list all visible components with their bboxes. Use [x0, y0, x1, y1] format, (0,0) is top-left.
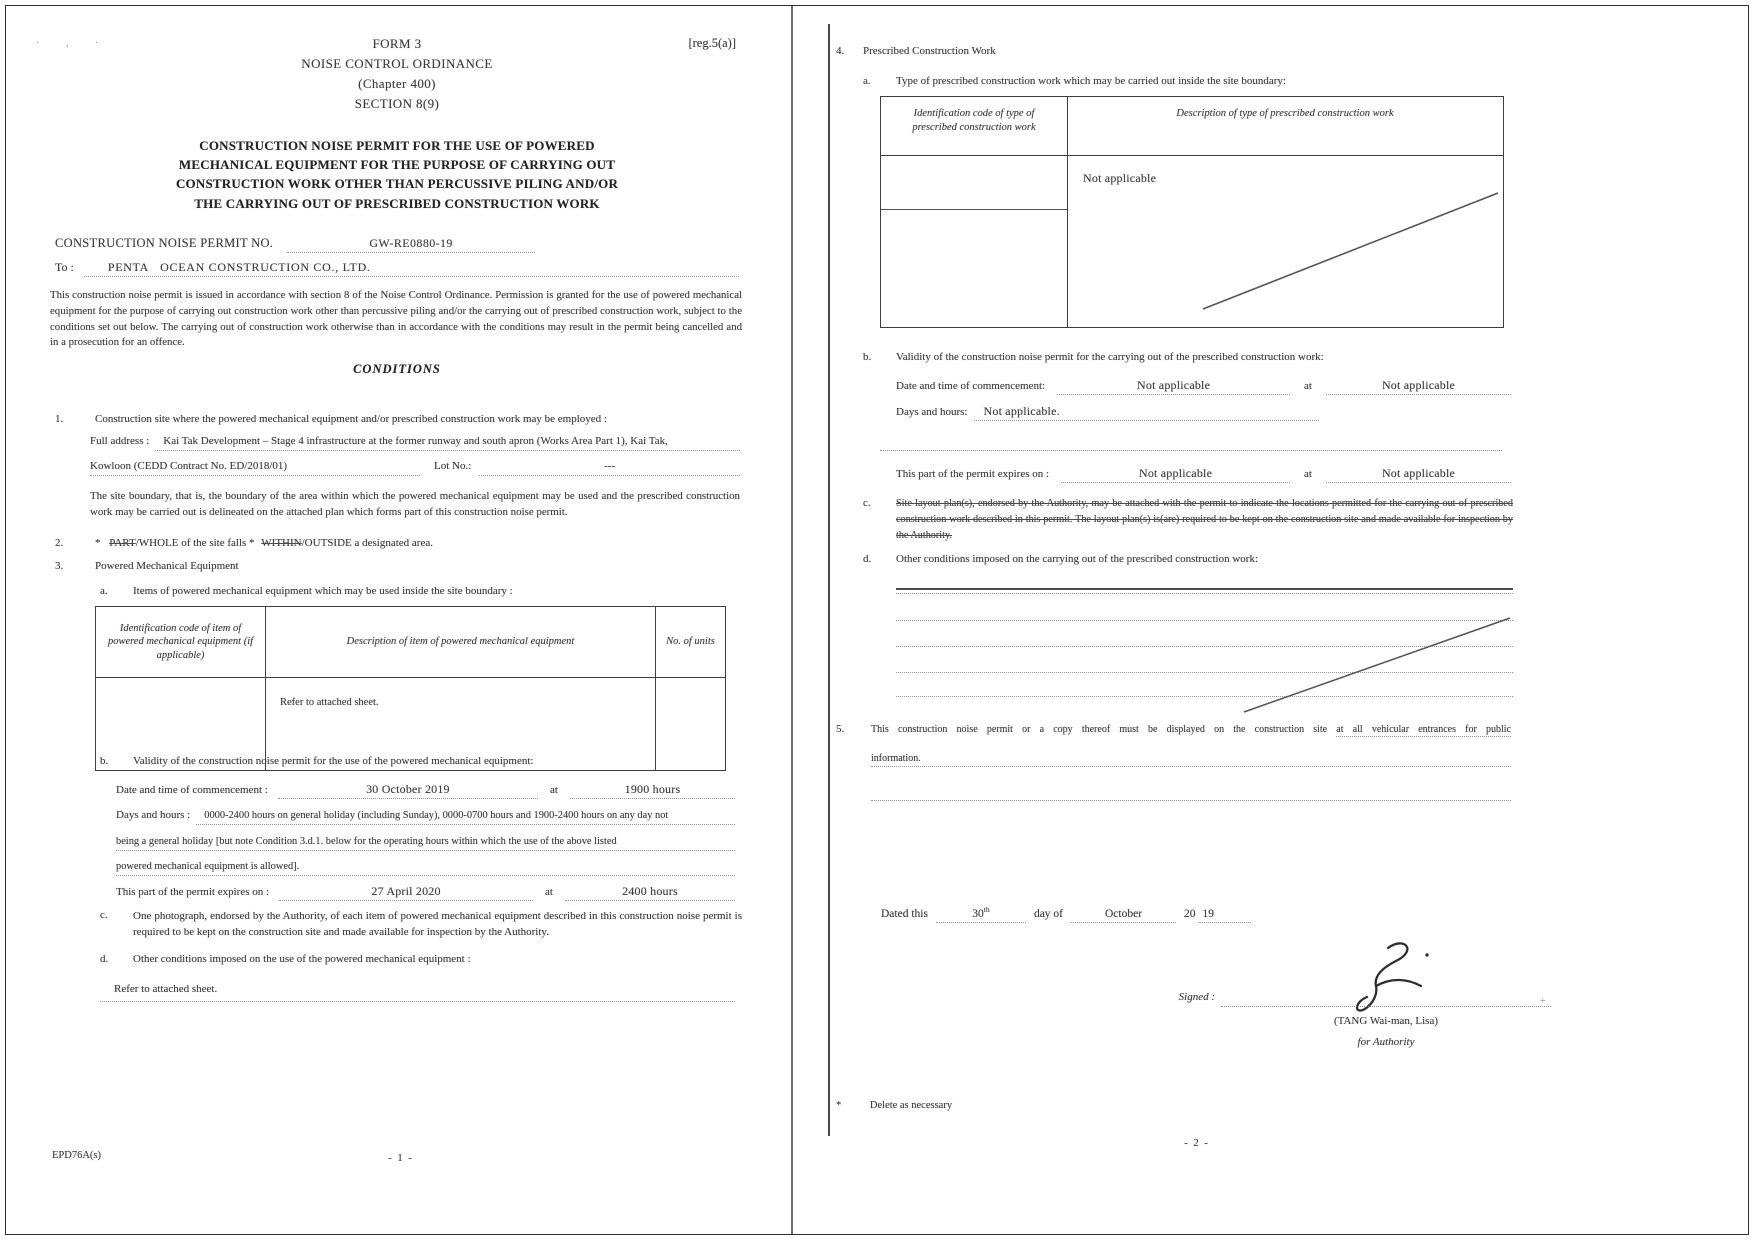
condition-2-number: 2. — [55, 537, 64, 549]
condition-2-text — [95, 536, 742, 552]
condition-3a-label: a. — [100, 585, 108, 597]
permit-number-label: CONSTRUCTION NOISE PERMIT NO. — [55, 236, 274, 250]
permit-number-value: GW-RE0880-19 — [287, 236, 535, 253]
footnote-asterisk: * — [836, 1100, 842, 1111]
chapter: (Chapter 400) — [358, 76, 436, 91]
permit-number-row — [55, 236, 535, 253]
condition-3b-label: b. — [100, 755, 109, 767]
condition-3a-text: Items of powered mechanical equipment which may be used inside the site boundary : — [133, 585, 513, 597]
condition-4b-text: Validity of the construction noise permit for the carrying out of the prescribed construction work: — [896, 351, 1324, 363]
condition-3d-value: Refer to attached sheet. — [100, 978, 735, 1002]
site-boundary-note: The site boundary, that is, the boundary of the area within which the powered mechanical equipment may be used and the prescribed construction work may be carried out is delineated on the attached plan which forms part of this construction noise permit. — [90, 490, 740, 518]
prescribed-work-header-description: Description of type of prescribed construction work — [1176, 108, 1394, 119]
full-address-label: Full address : — [90, 435, 150, 447]
section: SECTION 8(9) — [354, 96, 440, 111]
permit-title — [147, 136, 647, 213]
for-authority-label: for Authority — [1357, 1036, 1415, 1048]
condition-3b-text: Validity of the construction noise permit for the use of the powered mechanical equipment: — [133, 755, 534, 767]
condition-3 — [50, 559, 742, 575]
pcw-commencement-time: Not applicable — [1326, 378, 1511, 395]
pme-expiry-date: 27 April 2020 — [279, 884, 533, 901]
condition-5 — [836, 722, 1516, 801]
pcw-expiry-date: Not applicable — [1061, 466, 1290, 483]
condition-1-number: 1. — [55, 413, 64, 425]
full-address-row — [90, 434, 740, 451]
condition-3-heading: Powered Mechanical Equipment — [95, 560, 239, 572]
condition-1-lead: Construction site where the powered mechanical equipment and/or prescribed construction work may be employed : — [95, 413, 607, 425]
pme-commencement-date: 30 October 2019 — [278, 782, 538, 799]
to-label: To : — [55, 260, 74, 274]
condition-5-line1 — [871, 722, 1511, 738]
permit-title-line4: THE CARRYING OUT OF PRESCRIBED CONSTRUCTION WORK — [194, 195, 600, 211]
reg-reference: [reg.5(a)] — [688, 36, 736, 50]
signature-line — [1221, 1006, 1551, 1007]
prescribed-work-body-value: Not applicable — [1083, 171, 1157, 185]
page-1 — [50, 0, 744, 1240]
dated-day-suffix: th — [983, 905, 990, 914]
table-crossout-slash — [881, 97, 1503, 327]
condition-5-number: 5. — [836, 723, 845, 735]
conditions-heading: CONDITIONS — [353, 362, 441, 376]
dated-day — [936, 902, 1026, 923]
pme-commencement-time: 1900 hours — [570, 782, 735, 799]
full-address-line1: Kai Tak Development – Stage 4 infrastructure at the former runway and south apron (Works Area Part 1), Kai Tak, — [155, 434, 740, 451]
pme-at-label-1: at — [550, 784, 558, 796]
pme-expiry-label: This part of the permit expires on : — [116, 886, 270, 898]
condition-4a-label: a. — [863, 75, 871, 87]
condition-4-heading: Prescribed Construction Work — [863, 45, 996, 57]
address-lot-row — [90, 459, 740, 476]
pcw-at-label-1: at — [1304, 380, 1312, 392]
form-number: FORM 3 — [372, 36, 422, 51]
condition-3d-label: d. — [100, 953, 109, 965]
full-address-line2: Kowloon (CEDD Contract No. ED/2018/01) — [90, 459, 420, 476]
pme-expiry-time: 2400 hours — [565, 884, 735, 901]
condition-4d-blank-lines — [896, 582, 1513, 722]
condition-5-line2: information. — [871, 751, 1511, 768]
pme-days-hours-label: Days and hours : — [116, 809, 191, 821]
pcw-blank-line — [880, 450, 1502, 451]
equipment-table-header-row — [96, 607, 726, 678]
pcw-expiry-time: Not applicable — [1326, 466, 1511, 483]
permit-title-line3: CONSTRUCTION WORK OTHER THAN PERCUSSIVE PILING AND/OR — [175, 176, 619, 192]
pcw-expiry-label: This part of the permit expires on : — [896, 468, 1050, 480]
pcw-expiry-row — [896, 466, 1511, 483]
condition-3c-text: One photograph, endorsed by the Authority, of each item of powered mechanical equipment described in this construction noise permit is required to be kept on the construction site and made available for inspection by the Authority. — [133, 910, 742, 938]
signed-label: Signed : — [1178, 991, 1215, 1003]
condition-2-mid-text: /WHOLE of the site falls * — [135, 537, 255, 549]
condition-1 — [50, 412, 742, 518]
condition-3d — [100, 952, 742, 968]
scan-speck-marks: · , · — [36, 38, 111, 49]
condition-5-line1-text: This construction noise permit or a copy thereof must be displayed on the construction site — [871, 724, 1337, 735]
equipment-table-header-units: No. of units — [656, 607, 726, 678]
condition-4c-label: c. — [863, 497, 871, 509]
condition-5-underlined-phrase: at all vehicular entrances for public — [1336, 724, 1511, 735]
condition-4b-label: b. — [863, 351, 872, 363]
condition-2 — [50, 536, 742, 552]
dated-year: 19 — [1199, 907, 1251, 924]
footnote — [836, 1098, 952, 1114]
condition-3c — [100, 908, 742, 940]
page-1-number: - 1 - — [388, 1152, 412, 1164]
pme-at-label-2: at — [545, 886, 553, 898]
pme-commencement-row — [116, 782, 735, 799]
condition-3c-label: c. — [100, 909, 108, 921]
permittee-row — [55, 260, 739, 277]
signature-mark — [1316, 940, 1456, 1014]
permit-intro-paragraph: This construction noise permit is issued in accordance with section 8 of the Noise Control Ordinance. Permission is granted for the use of powered mechanical equipment for the purpose of carrying out construction work other than percussive piling and/or the carrying out of prescribed construction work, subject to the conditions set out below. The carrying out of construction work otherwise than in accordance with the conditions may result in the permit being cancelled and in a prosecution for an offence. — [50, 289, 742, 349]
dated-row — [881, 902, 1311, 923]
pcw-days-hours-value: Not applicable. — [974, 404, 1319, 421]
form-code: EPD76A(s) — [52, 1150, 101, 1161]
equipment-table-header-description: Description of item of powered mechanical equipment — [266, 607, 656, 678]
condition-4d-text: Other conditions imposed on the carrying out of the prescribed construction work: — [896, 553, 1258, 565]
condition-2-tail-text: /OUTSIDE a designated area. — [301, 537, 433, 549]
delete-as-necessary-asterisk: * — [95, 537, 101, 549]
page-2 — [836, 0, 1516, 1240]
pcw-commencement-date: Not applicable — [1057, 378, 1290, 395]
lot-number-label: Lot No.: — [434, 460, 472, 472]
permittee-name: PENTA OCEAN CONSTRUCTION CO., LTD. — [84, 260, 739, 277]
pme-days-hours-line2: being a general holiday [but note Condition 3.d.1. below for the operating hours within which the use of the above listed — [116, 834, 735, 851]
page-2-number: - 2 - — [1184, 1137, 1208, 1149]
pme-days-hours-line1: 0000-2400 hours on general holiday (including Sunday), 0000-0700 hours and 1900-2400 hours on any day not — [196, 808, 735, 825]
page2-edge-line — [828, 24, 830, 1136]
condition-4d-label: d. — [863, 553, 872, 565]
pme-days-hours-row3 — [116, 859, 735, 876]
prescribed-work-table — [880, 96, 1504, 328]
pme-days-hours-line3: powered mechanical equipment is allowed]. — [116, 859, 735, 876]
condition-4a — [863, 74, 1513, 90]
condition-4b — [863, 350, 1513, 366]
equipment-table-header-id: Identification code of item of powered mechanical equipment (if applicable) — [96, 607, 266, 678]
page-divider-line — [791, 6, 793, 1234]
condition-4 — [836, 44, 1516, 60]
dated-day-of-label: day of — [1033, 907, 1064, 920]
condition-3d-text: Other conditions imposed on the use of the powered mechanical equipment : — [133, 953, 471, 965]
pme-days-hours-row2 — [116, 834, 735, 851]
pme-commencement-label: Date and time of commencement : — [116, 784, 268, 796]
prescribed-work-header-id: Identification code of type of prescribed construction work — [912, 108, 1036, 133]
dated-year-prefix: 20 — [1184, 907, 1196, 920]
condition-4c-struck-text: Site layout plan(s), endorsed by the Authority, may be attached with the permit to indicate the locations permitted for the carrying out of prescribed construction work described in this permit. The layout plan(s) is(are) required to be kept on the construction site and made available for inspection by the Authority. — [896, 498, 1513, 541]
footnote-text: Delete as necessary — [869, 1100, 953, 1111]
dated-month: October — [1071, 907, 1176, 924]
pcw-at-label-2: at — [1304, 468, 1312, 480]
condition-4d — [863, 552, 1513, 568]
pcw-days-hours-row — [896, 404, 1511, 421]
ordinance-title: NOISE CONTROL ORDINANCE — [301, 56, 493, 71]
equipment-table — [95, 606, 726, 771]
dated-label: Dated this — [881, 907, 928, 920]
condition-3-number: 3. — [55, 560, 64, 572]
signatory-name: (TANG Wai-man, Lisa) — [1333, 1015, 1439, 1027]
pme-days-hours-row — [116, 808, 735, 825]
pcw-commencement-label: Date and time of commencement: — [896, 380, 1046, 392]
form-header — [50, 34, 744, 114]
scan-speck-plus: + — [1540, 996, 1546, 1007]
condition-5-blank-line — [871, 787, 1511, 801]
condition-3d-value-row — [100, 978, 735, 1002]
lot-number-value: --- — [479, 459, 740, 476]
condition-3b — [100, 754, 742, 770]
condition-4c — [863, 496, 1513, 544]
permit-title-line2: MECHANICAL EQUIPMENT FOR THE PURPOSE OF CARRYING OUT — [178, 157, 616, 173]
condition-3a — [100, 584, 742, 600]
pcw-commencement-row — [896, 378, 1511, 395]
blank-lines-crossout-slash — [896, 582, 1513, 722]
condition-5-body — [871, 722, 1511, 801]
permit-title-line1: CONSTRUCTION NOISE PERMIT FOR THE USE OF POWERED — [199, 138, 595, 153]
pcw-days-hours-label: Days and hours: — [896, 406, 968, 418]
pme-expiry-row — [116, 884, 735, 901]
struck-word-part: PART — [109, 537, 136, 549]
equipment-table-cell-description: Refer to attached sheet. — [266, 678, 656, 771]
struck-word-within: WITHIN — [261, 537, 302, 549]
condition-4a-text: Type of prescribed construction work which may be carried out inside the site boundary: — [896, 75, 1286, 87]
condition-4-number: 4. — [836, 45, 845, 57]
dated-day-value: 30 — [972, 907, 984, 920]
